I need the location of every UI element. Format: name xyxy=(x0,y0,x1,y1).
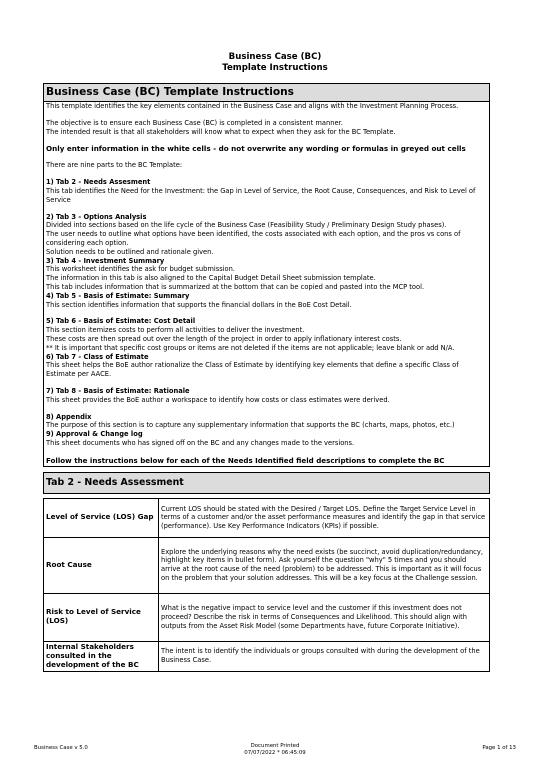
item4-title: 4) Tab 5 - Basis of Estimate: Summary xyxy=(46,291,190,300)
item5-text-a: This section itemizes costs to perform all activities to deliver the investment. xyxy=(46,326,305,335)
instructions-title: Business Case (BC) Template Instructions xyxy=(44,84,489,102)
instructions-section xyxy=(43,83,490,467)
instructions-body xyxy=(44,102,489,466)
risk-los-label: Risk to Level of Service (LOS) xyxy=(44,593,159,641)
document-subtitle: Template Instructions xyxy=(222,63,328,73)
item5-title: 5) Tab 6 - Basis of Estimate: Cost Detail xyxy=(46,317,196,326)
warning-text: Only enter information in the white cells - do not overwrite any wording or formulas in greyed out cells xyxy=(46,144,466,154)
stakeholders-label: Internal Stakeholders consulted in the development of the BC xyxy=(44,641,159,671)
root-cause-description: Explore the underlying reasons why the need exists (be succinct, avoid duplication/redundancy, highlight key items in bullet form). Ask yourself the question "why" 5 times and you should arrive at the root cause of the need (problem) to be addressed. This is important as it will focus on the problem that your solution addresses. This will be a key focus at the Challenge session. xyxy=(159,537,490,593)
item3-text-b: The information in this tab is also aligned to the Capital Budget Detail Sheet submission template. xyxy=(46,274,376,283)
los-gap-label: Level of Service (LOS) Gap xyxy=(44,498,159,537)
objective-line: The objective is to ensure each Business Case (BC) is completed in a consistent manner. xyxy=(46,118,343,127)
document-header xyxy=(0,52,550,74)
item3-title: 3) Tab 4 - Investment Summary xyxy=(46,256,165,265)
item5-text-b: These costs are then spread out over the length of the project in order to apply inflationary interest costs. xyxy=(46,334,402,343)
los-gap-description: Current LOS should be stated with the Desired / Target LOS. Define the Target Service Level in terms of a customer and/or the asset performance measures and identify the gap in that service (performance). Use Key Performance Indicators (KPIs) if possible. xyxy=(159,498,490,537)
item2-text-c: Solution needs to be outlined and rationale given. xyxy=(46,247,214,256)
item3-text-c: This tab includes information that is summarized at the bottom that can be copied and pasted into the MCP tool. xyxy=(46,282,425,291)
footer-printed-date: 07/07/2022 * 06:45:09 xyxy=(244,749,306,756)
item2-title: 2) Tab 3 - Options Analysis xyxy=(46,212,147,221)
table-row xyxy=(44,641,490,671)
item9-title: 9) Approval & Change log xyxy=(46,430,143,439)
follow-instructions-text: Follow the instructions below for each of the Needs Identified field descriptions to complete the BC xyxy=(46,455,445,465)
intro-paragraph: This template identifies the key elements contained in the Business Case and aligns with the Investment Planning Process. xyxy=(46,102,459,110)
item8-text: The purpose of this section is to capture any supplementary information that supports the BC (charts, maps, photos, etc.) xyxy=(46,421,455,430)
item2-text-a: Divided into sections based on the life cycle of the Business Case (Feasibility Study / Preliminary Design Study phases). xyxy=(46,221,447,230)
table-row xyxy=(44,593,490,641)
needs-assessment-table xyxy=(43,498,490,672)
tab2-title: Tab 2 - Needs Assessment xyxy=(43,472,490,494)
item5-text-c: ** It is important that specific cost groups or items are not deleted if the items are not applicable; leave blank or add N/A. xyxy=(46,343,455,352)
item2-text-b: The user needs to outline what options have been identified, the costs associated with each option, and the pros vs cons of considering each option. xyxy=(46,230,461,247)
item1-text: This tab identifies the Need for the Investment: the Gap in Level of Service, the Root Cause, Consequences, and Risk to Level of Service xyxy=(46,186,476,204)
intended-result-line: The intended result is that all stakeholders will know what to expect when they ask for the BC Template. xyxy=(46,127,396,136)
risk-los-description: What is the negative impact to service level and the customer if this investment does not proceed? Describe the risk in terms of Consequences and Likelihood. This should align with outputs from the Asset Risk Model (some Departments have, future Corporate Initiative). xyxy=(159,593,490,641)
parts-intro: There are nine parts to the BC Template: xyxy=(46,161,183,170)
item8-title: 8) Appendix xyxy=(46,412,92,421)
footer-page-number: Page 1 of 13 xyxy=(482,745,516,751)
footer-printed-label: Document Printed xyxy=(250,743,300,749)
item6-title: 6) Tab 7 - Class of Estimate xyxy=(46,352,149,361)
item4-text: This section identifies information that supports the financial dollars in the BoE Cost Detail. xyxy=(46,300,352,309)
document-title: Business Case (BC) xyxy=(228,52,322,62)
table-row xyxy=(44,537,490,593)
stakeholders-description: The intent is to identify the individuals or groups consulted with during the development of the Business Case. xyxy=(159,641,490,671)
footer-printed xyxy=(0,743,550,756)
sheet xyxy=(43,83,490,672)
item9-text: This sheet documents who has signed off on the BC and any changes made to the versions. xyxy=(46,438,355,447)
root-cause-label: Root Cause xyxy=(44,537,159,593)
item7-text: This sheet provides the BoE author a workspace to identify how costs or class estimates were derived. xyxy=(46,395,390,404)
item7-title: 7) Tab 8 - Basis of Estimate: Rationale xyxy=(46,386,190,395)
table-row xyxy=(44,498,490,537)
footer-version: Business Case v 5.0 xyxy=(34,745,88,751)
item6-text: This sheet helps the BoE author rationalize the Class of Estimate by identifying key elements that define a specific Class of Estimate per AACE. xyxy=(46,361,459,379)
item3-text-a: This worksheet identifies the ask for budget submission. xyxy=(46,265,236,274)
item1-title: 1) Tab 2 - Needs Assesment xyxy=(46,178,151,187)
